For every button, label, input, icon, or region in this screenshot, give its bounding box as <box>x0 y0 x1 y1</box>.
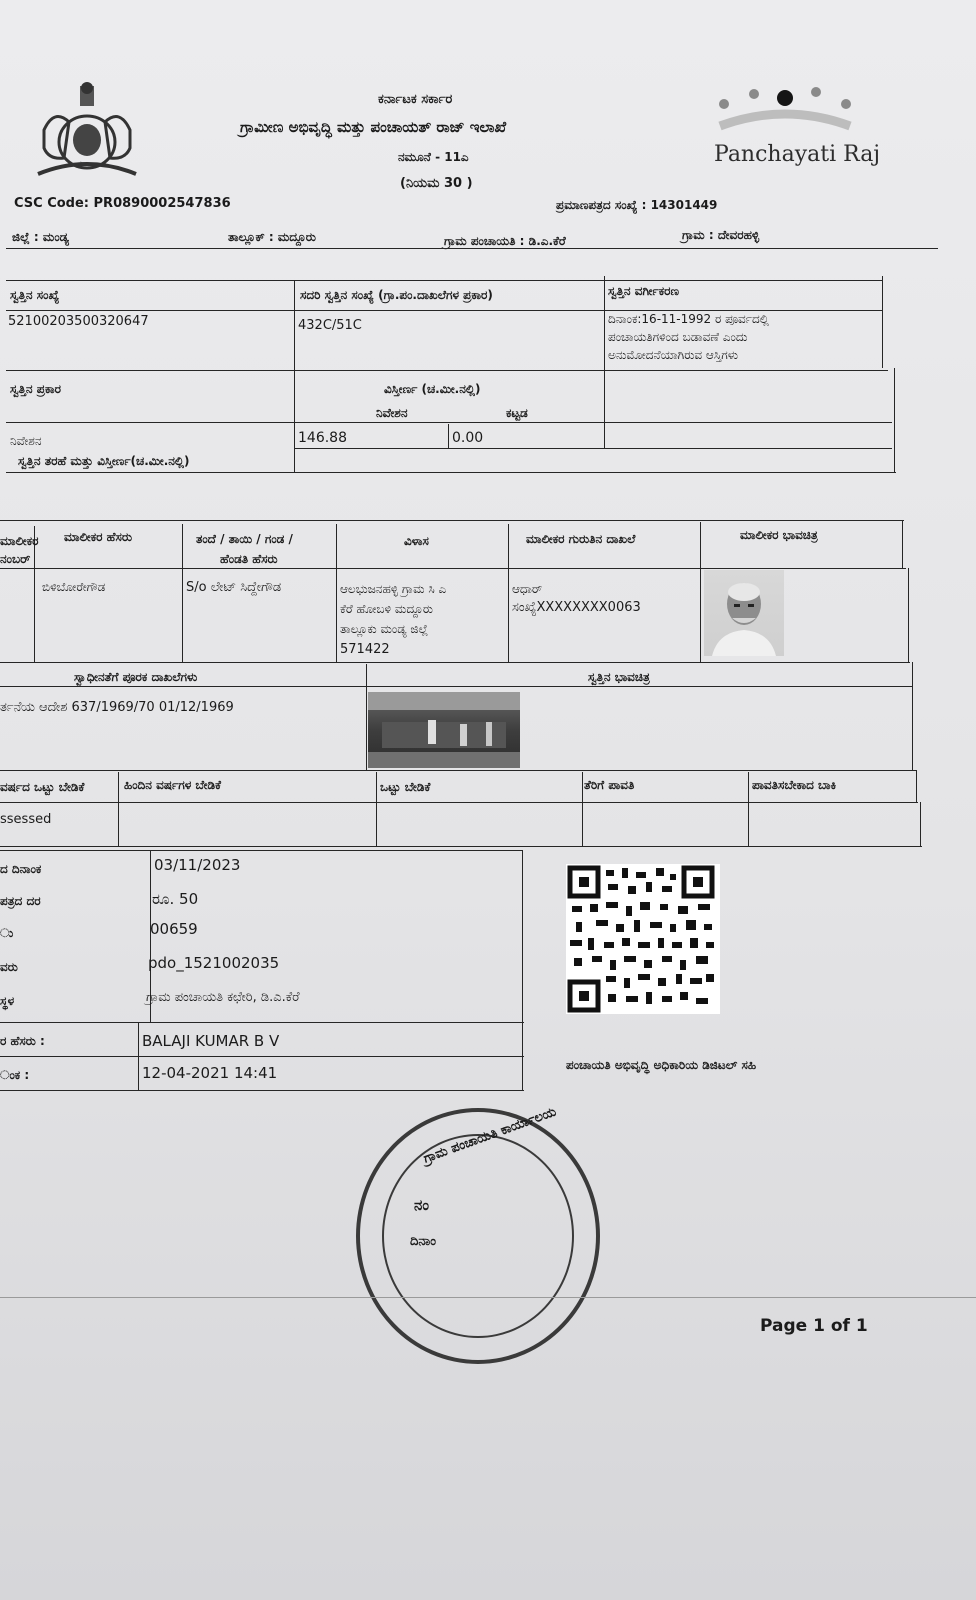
fee-label: ಪತ್ರದ ದರ <box>0 894 41 908</box>
parent-name-header-line1: ತಂದೆ / ತಾಯಿ / ಗಂಡ / <box>196 532 293 546</box>
village: ಗ್ರಾಮ : ದೇವರಹಳ್ಳಿ <box>682 228 760 242</box>
owner-number-header-line1: ಮಾಲೀಕರ <box>0 534 39 548</box>
property-photo-label: ಸ್ವತ್ತಿನ ಭಾವಚಿತ್ರ <box>588 670 650 684</box>
place-value: ಗ್ರಾಮ ಪಂಚಾಯತಿ ಕಛೇರಿ, ಡಿ.ಎ.ಕೆರೆ <box>146 990 300 1005</box>
site-label: ನಿವೇಶನ <box>376 406 408 420</box>
tax-previous-demand-header: ಹಿಂದಿನ ವರ್ಷಗಳ ಬೇಡಿಕೆ <box>124 778 222 792</box>
tax-balance-header: ಪಾವತಿಸಬೇಕಾದ ಬಾಕಿ <box>752 778 837 792</box>
property-id-label: ಸ್ವತ್ತಿನ ಸಂಖ್ಯೆ <box>10 288 60 302</box>
fold-line <box>0 1297 976 1298</box>
tax-year-demand-header: ವರ್ಷದ ಒಟ್ಟು ಬೇಡಿಕೆ <box>0 780 85 794</box>
property-detail-label: ಸ್ವತ್ತಿನ ತರಹೆ ಮತ್ತು ವಿಸ್ತೀರ್ಣ(ಚ.ಮೀ.ನಲ್ಲಿ) <box>18 454 190 468</box>
address-line3: ತಾಲ್ಲೂಕು ಮಂಡ್ಯ ಜಿಲ್ಲೆ <box>340 622 429 636</box>
owner-id-line2: ಸಂಖ್ಯೆXXXXXXXX0063 <box>512 600 641 615</box>
classification-line3: ಅನುಮೋದನೆಯಾಗಿರುವ ಆಸ್ತಿಗಳು <box>608 348 739 362</box>
qr-code <box>566 864 720 1014</box>
owner-name-value: ಬಿಳಿಬೋರೇಗೌಡ <box>42 580 106 594</box>
property-type-label: ಸ್ವತ್ತಿನ ಪ್ರಕಾರ <box>10 382 61 396</box>
owner-id-line1: ಆಧಾರ್ <box>512 582 543 596</box>
place-label: ಸ್ಥಳ <box>0 994 15 1008</box>
certificate-number: ಪ್ರಮಾಣಪತ್ರದ ಸಂಖ್ಯೆ : 14301449 <box>556 198 718 212</box>
issue-date-label: ದ ದಿನಾಂಕ <box>0 862 42 876</box>
gram-panchayat: ಗ್ರಾಮ ಪಂಚಾಯತಿ : ಡಿ.ಎ.ಕೆರೆ <box>444 234 566 248</box>
owner-name-header: ಮಾಲೀಕರ ಹೆಸರು <box>64 530 133 544</box>
receipt-value: 00659 <box>150 920 198 938</box>
address-header: ವಿಳಾಸ <box>404 534 429 548</box>
office-seal <box>356 1104 600 1364</box>
address-line1: ಆಲಭುಜನಹಳ್ಳಿ ಗ್ರಾಮ ಸಿ ಎ <box>340 582 447 596</box>
digital-signature-label: ಪಂಚಾಯತಿ ಅಭಿವೃದ್ಧಿ ಅಧಿಕಾರಿಯ ಡಿಜಿಟಲ್ ಸಹಿ <box>566 1058 757 1072</box>
seal-number: ನಂ <box>414 1196 429 1214</box>
owner-number-header-line2: ನಂಬರ್ <box>0 552 31 566</box>
department-name: ಗ್ರಾಮೀಣ ಅಭಿವೃದ್ಧಿ ಮತ್ತು ಪಂಚಾಯತ್ ರಾಜ್ ಇಲಾಖೆ <box>240 118 507 136</box>
possession-docs-label: ಸ್ವಾಧೀನತೆಗೆ ಪೂರಕ ದಾಖಲೆಗಳು <box>74 670 198 684</box>
old-number-label: ಸದರಿ ಸ್ವತ್ತಿನ ಸಂಖ್ಯೆ (ಗ್ರಾ.ಪಂ.ದಾಖಲೆಗಳ ಪ್ರಕಾರ) <box>300 288 493 302</box>
row-site-label: ನಿವೇಶನ <box>10 434 42 448</box>
seal-text: ಗ್ರಾಮ ಪಂಚಾಯತಿ ಕಾರ್ಯಾಲಯ <box>421 1104 559 1167</box>
svg-text:ಸ: ಸ <box>76 158 82 171</box>
fee-value: ರೂ. 50 <box>152 890 199 908</box>
karnataka-emblem-icon <box>24 78 150 184</box>
classification-line2: ಪಂಚಾಯತಿಗಳಿಂದ ಬಡಾವಣೆ ಎಂದು <box>608 330 748 344</box>
owner-id-header: ಮಾಲೀಕರ ಗುರುತಿನ ದಾಖಲೆ <box>526 532 636 546</box>
sign-date-label: ಂಕ : <box>0 1068 30 1082</box>
panchayati-raj-logo-icon <box>710 84 860 136</box>
building-label: ಕಟ್ಟಡ <box>506 406 528 420</box>
csc-code: CSC Code: PR0890002547836 <box>14 196 231 211</box>
issued-by-label: ವರು <box>0 960 18 974</box>
classification-label: ಸ್ವತ್ತಿನ ವರ್ಗೀಕರಣ <box>608 284 679 298</box>
possession-docs-value: ರ್ತನೆಯ ಆದೇಶ 637/1969/70 01/12/1969 <box>0 700 234 715</box>
tax-paid-header: ತೆರಿಗೆ ಪಾವತಿ <box>584 778 635 792</box>
address-line4: 571422 <box>340 642 390 657</box>
signer-name-label: ರ ಹೆಸರು : <box>0 1034 45 1048</box>
district: ಜಿಲ್ಲೆ : ಮಂಡ್ಯ <box>12 230 69 244</box>
property-id-value: 52100203500320647 <box>8 314 149 329</box>
taluk: ತಾಲ್ಲೂಕ್ : ಮದ್ದೂರು <box>228 230 316 244</box>
site-area-value: 146.88 <box>298 430 347 446</box>
classification-line1: ದಿನಾಂಕ:16-11-1992 ರ ಪೂರ್ವದಲ್ಲಿ <box>608 312 769 326</box>
tax-total-demand-header: ಒಟ್ಟು ಬೇಡಿಕೆ <box>380 780 431 794</box>
page-number: Page 1 of 1 <box>760 1316 868 1336</box>
building-area-value: 0.00 <box>452 430 484 446</box>
seal-date: ದಿನಾಂ <box>410 1234 436 1249</box>
property-photo <box>368 692 520 768</box>
parent-name-header-line2: ಹೆಂಡತಿ ಹೆಸರು <box>220 552 278 566</box>
old-number-value: 432C/51C <box>298 318 362 333</box>
owner-photo-header: ಮಾಲೀಕರ ಭಾವಚಿತ್ರ <box>740 528 818 542</box>
tax-row-value: ssessed <box>0 812 52 827</box>
issue-date-value: 03/11/2023 <box>154 856 241 874</box>
sign-date-value: 12-04-2021 14:41 <box>142 1064 278 1082</box>
rule-number: (ನಿಯಮ 30 ) <box>400 176 473 191</box>
signer-name-value: BALAJI KUMAR B V <box>142 1032 280 1050</box>
parent-name-value: S/o ಲೇಟ್ ಸಿದ್ದೇಗೌಡ <box>186 580 282 595</box>
address-line2: ಕೆರೆ ಹೋಬಳಿ ಮದ್ದೂರು <box>340 602 433 616</box>
form-number: ನಮೂನೆ - 11ಎ <box>398 150 469 164</box>
receipt-label: ು <box>0 926 14 940</box>
govt-name: ಕರ್ನಾಟಕ ಸರ್ಕಾರ <box>378 92 453 107</box>
area-label: ವಿಸ್ತೀರ್ಣ (ಚ.ಮೀ.ನಲ್ಲಿ) <box>384 382 481 396</box>
issued-by-value: pdo_1521002035 <box>148 954 280 972</box>
panchayati-raj-text: Panchayati Raj <box>714 142 881 167</box>
owner-photo <box>704 570 784 656</box>
